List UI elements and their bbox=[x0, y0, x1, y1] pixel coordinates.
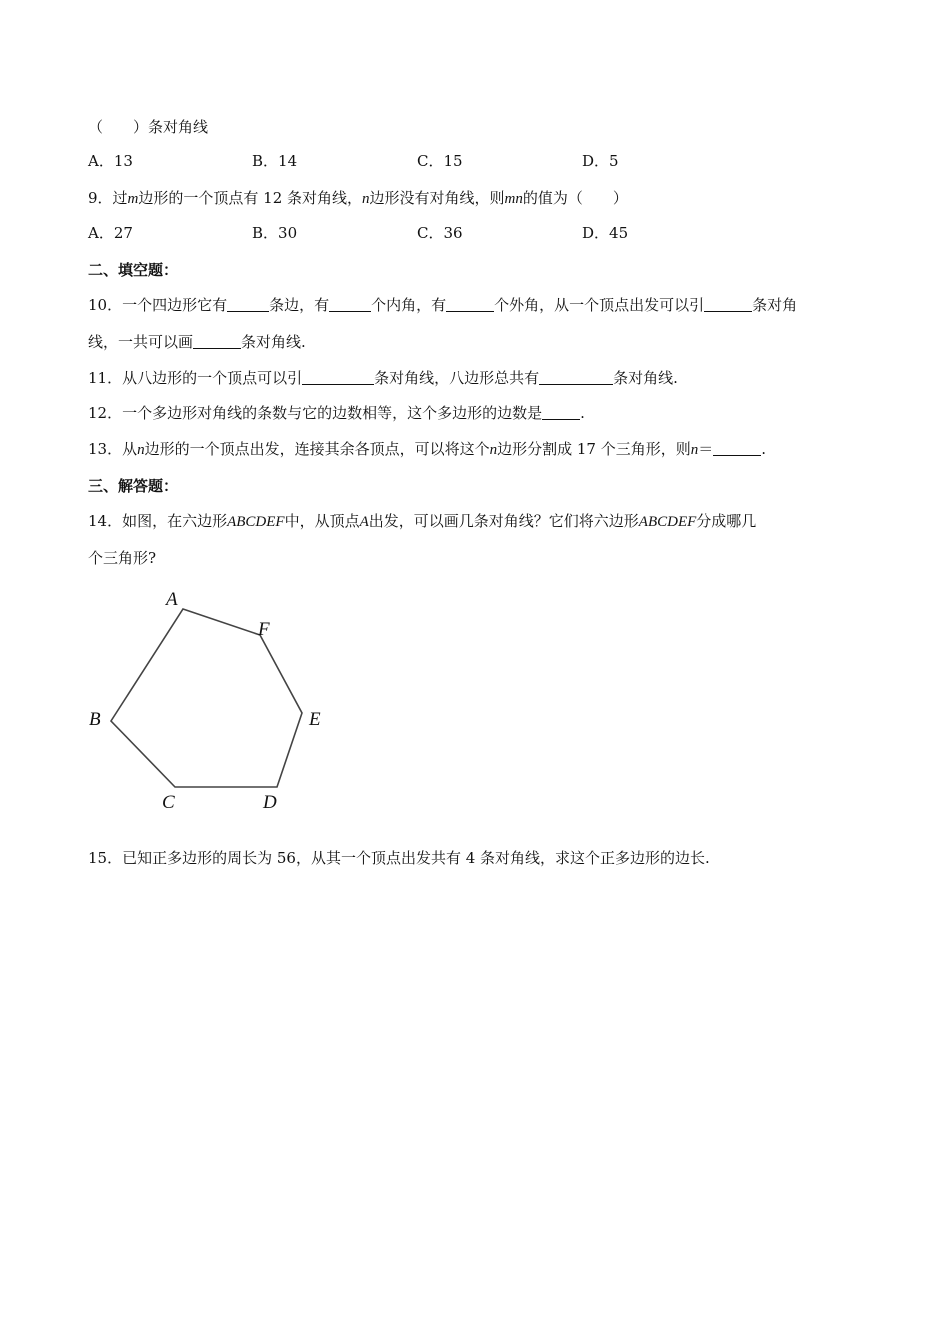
q14-var-vertex-a: A bbox=[359, 514, 369, 530]
q8-option-a: A．13 bbox=[88, 152, 133, 170]
q12-blank[interactable] bbox=[542, 405, 580, 420]
q9-var-m: m bbox=[127, 191, 139, 207]
q13 bbox=[88, 439, 766, 460]
q10-text-3: 个内角，有 bbox=[371, 296, 447, 314]
q12-text-1: 12．一个多边形对角线的条数与它的边数相等，这个多边形的边数是 bbox=[88, 404, 543, 422]
label-a: A bbox=[166, 589, 178, 610]
q13-text-2: 边形的一个顶点出发，连接其余各顶点，可以将这个 bbox=[144, 440, 490, 458]
label-d: D bbox=[263, 792, 277, 813]
label-f: F bbox=[258, 619, 270, 640]
q11-text-1: 11．从八边形的一个顶点可以引 bbox=[88, 369, 303, 387]
q10-blank-5[interactable] bbox=[193, 334, 241, 349]
q14-var-hexagon-1: ABCDEF bbox=[227, 514, 285, 530]
label-b: B bbox=[89, 709, 101, 730]
q9-stem bbox=[88, 188, 628, 209]
q9-text-4: 的值为（ ） bbox=[522, 189, 628, 207]
q9-var-mn: mn bbox=[504, 191, 523, 207]
q9-option-c: C．36 bbox=[417, 224, 463, 242]
q9-option-a: A．27 bbox=[88, 224, 133, 242]
q8-option-d: D．5 bbox=[582, 152, 619, 170]
q11-text-2: 条对角线，八边形总共有 bbox=[374, 369, 540, 387]
hexagon-outline bbox=[111, 609, 302, 787]
q9-text-1: 9．过 bbox=[88, 189, 128, 207]
q11-text-3: 条对角线. bbox=[613, 369, 678, 387]
q11-blank-1[interactable] bbox=[302, 370, 374, 385]
q13-blank[interactable] bbox=[713, 441, 761, 456]
q10-text-1: 10．一个四边形它有 bbox=[88, 296, 228, 314]
q13-var-n-3: n bbox=[690, 442, 699, 458]
q14-text-3: 出发，可以画几条对角线？它们将六边形 bbox=[368, 512, 639, 530]
q12 bbox=[88, 403, 585, 423]
label-e: E bbox=[309, 709, 321, 730]
q8-option-b: B．14 bbox=[252, 152, 298, 170]
q14-line-2: 个三角形? bbox=[88, 549, 157, 567]
q9-option-b: B．30 bbox=[252, 224, 298, 242]
q10-blank-3[interactable] bbox=[446, 297, 494, 312]
q8-option-c: C．15 bbox=[417, 152, 463, 170]
q13-var-n-1: n bbox=[137, 442, 145, 458]
q10-text-5: 条对角 bbox=[752, 296, 798, 314]
section-answer-heading: 三、解答题： bbox=[88, 477, 179, 495]
q14-text-2: 中，从顶点 bbox=[284, 512, 360, 530]
q9-text-2: 边形的一个顶点有 12 条对角线， bbox=[138, 189, 363, 207]
q9-var-n: n bbox=[362, 191, 370, 207]
q10-text-2: 条边，有 bbox=[269, 296, 330, 314]
q10-text-6: 线，一共可以画 bbox=[88, 333, 194, 351]
q13-text-3: 边形分割成 17 个三角形，则 bbox=[497, 440, 691, 458]
q14-line-1 bbox=[88, 511, 756, 532]
q14-var-hexagon-2: ABCDEF bbox=[638, 514, 697, 530]
q11 bbox=[88, 368, 678, 388]
q10-blank-2[interactable] bbox=[329, 297, 371, 312]
q9-option-d: D．45 bbox=[582, 224, 629, 242]
q13-text-4: ＝ bbox=[698, 440, 714, 458]
q12-text-2: . bbox=[580, 404, 585, 422]
q13-var-n-2: n bbox=[489, 442, 498, 458]
q13-text-5: . bbox=[761, 440, 767, 458]
hexagon-figure bbox=[80, 585, 340, 815]
q10-text-4: 个外角，从一个顶点出发可以引 bbox=[494, 296, 705, 314]
q10-text-7: 条对角线. bbox=[241, 333, 306, 351]
q10-blank-4[interactable] bbox=[704, 297, 752, 312]
q15: 15．已知正多边形的周长为 56，从其一个顶点出发共有 4 条对角线，求这个正多边形的边长. bbox=[88, 849, 710, 867]
q10-line-1 bbox=[88, 295, 797, 315]
q8-continuation: （ ）条对角线 bbox=[88, 118, 209, 136]
q14-text-4: 分成哪几 bbox=[696, 512, 757, 530]
q14-text-1: 14．如图，在六边形 bbox=[88, 512, 228, 530]
q13-text-1: 13．从 bbox=[88, 440, 138, 458]
label-c: C bbox=[162, 792, 175, 813]
q9-text-3: 边形没有对角线，则 bbox=[369, 189, 505, 207]
q10-line-2 bbox=[88, 332, 306, 352]
section-fill-in-heading: 二、填空题： bbox=[88, 261, 179, 279]
q10-blank-1[interactable] bbox=[227, 297, 269, 312]
q11-blank-2[interactable] bbox=[539, 370, 613, 385]
